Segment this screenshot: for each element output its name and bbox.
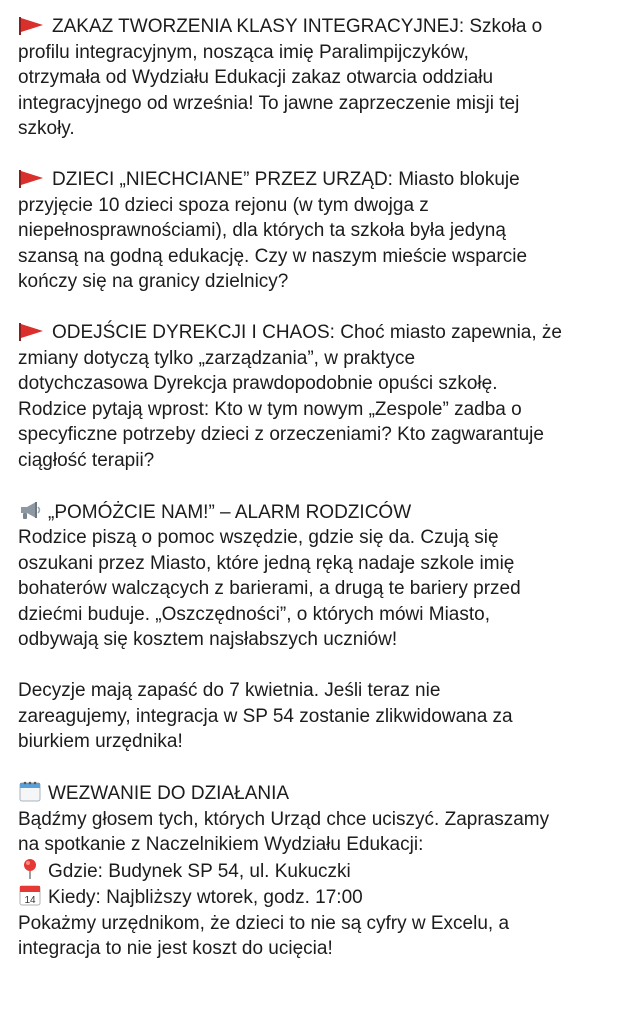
paragraph-unwanted-children (18, 167, 616, 295)
triangular-flag-icon (18, 17, 46, 35)
text-line: szansą na godną edukację. Czy w naszym mieście wsparcie (18, 245, 528, 267)
text-line: integracyjnego od września! To jawne zaprzeczenie misji tej (18, 92, 520, 114)
text-line: odbywają się kosztem najsłabszych uczniów! (18, 629, 398, 650)
paragraph-parents-alarm (18, 499, 616, 653)
text-line: profilu integracyjnym, nosząca imię Paralimpijczyków, (18, 41, 469, 63)
text-line: szkoły. (18, 118, 75, 139)
text-line: ZAKAZ TWORZENIA KLASY INTEGRACYJNEJ: Szkoła o (18, 14, 616, 40)
text-line: kończy się na granicy dzielnicy? (18, 271, 289, 292)
calendar-date-icon (18, 884, 42, 906)
text-line: Rodzice pytają wprost: Kto w tym nowym „Zespole” zadba o (18, 398, 522, 420)
text-line: ciągłość terapii? (18, 449, 155, 471)
megaphone-icon (18, 499, 42, 521)
paragraph-management-leaving (18, 320, 616, 473)
text-line: integracja to nie jest koszt do ucięcia! (18, 938, 333, 959)
post-body (18, 14, 616, 987)
paragraph-decision-deadline (18, 678, 616, 755)
text-line: otrzymała od Wydziału Edukacji zakaz otwarcia oddziału (18, 67, 494, 88)
triangular-flag-icon (18, 323, 46, 341)
text-line: na spotkanie z Naczelnikiem Wydziału Edukacji: (18, 834, 424, 855)
text-line: Decyzje mają zapaść do 7 kwietnia. Jeśli teraz nie (18, 680, 441, 701)
text-line: WEZWANIE DO DZIAŁANIA (18, 780, 616, 807)
text-line: 14 Kiedy: Najbliższy wtorek, godz. 17:00 (18, 884, 616, 911)
calendar-date-number: 14 (24, 895, 36, 906)
text-line: przyjęcie 10 dzieci spoza rejonu (w tym dwojga z (18, 194, 429, 216)
paragraph-ban-integration-class (18, 14, 616, 142)
text-line: zmiany dotyczą tylko „zarządzania”, w praktyce (18, 347, 416, 369)
spiral-calendar-icon (18, 780, 42, 802)
triangular-flag-icon (18, 170, 46, 188)
text-line: biurkiem urzędnika! (18, 731, 183, 752)
text-line: DZIECI „NIECHCIANE” PRZEZ URZĄD: Miasto blokuje (18, 167, 616, 193)
text-line: bohaterów walczących z barierami, a drugą te bariery przed (18, 578, 521, 599)
text-line: dziećmi buduje. „Oszczędności”, o których mówi Miasto, (18, 603, 490, 625)
round-pushpin-icon (18, 858, 42, 880)
text-line: Bądźmy głosem tych, których Urząd chce uciszyć. Zapraszamy (18, 808, 550, 830)
text-line: Pokażmy urzędnikom, że dzieci to nie są cyfry w Excelu, a (18, 912, 510, 934)
text-line: oszukani przez Miasto, które jedną ręką nadaje szkole imię (18, 552, 515, 574)
text-line: dotychczasowa Dyrekcja prawdopodobnie opuści szkołę. (18, 373, 498, 394)
text-line: „POMÓŻCIE NAM!” – ALARM RODZICÓW (18, 499, 616, 526)
text-line: zareagujemy, integracja w SP 54 zostanie zlikwidowana za (18, 705, 513, 727)
text-line: ODEJŚCIE DYREKCJI I CHAOS: Choć miasto zapewnia, że (18, 320, 616, 346)
text-line: Gdzie: Budynek SP 54, ul. Kukuczki (18, 858, 616, 885)
text-line: Rodzice piszą o pomoc wszędzie, gdzie się da. Czują się (18, 527, 499, 548)
text-line: niepełnosprawnościami), dla których ta szkoła była jedyną (18, 220, 506, 241)
text-line: specyficzne potrzeby dzieci z orzeczeniami? Kto zagwarantuje (18, 424, 544, 445)
paragraph-call-to-action (18, 780, 616, 962)
